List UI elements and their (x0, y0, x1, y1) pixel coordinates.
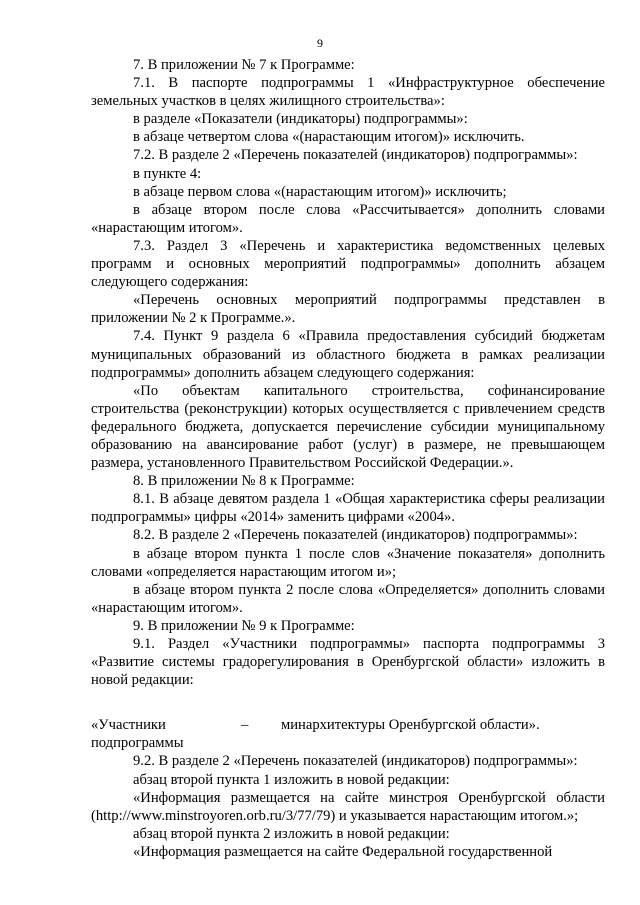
paragraph: в абзаце втором после слова «Рассчитывается» дополнить словами «нарастающим итогом». (91, 201, 605, 236)
paragraph: 7.4. Пункт 9 раздела 6 «Правила предоставления субсидий бюджетам муниципальных образований из областного бюджета в рамках реализации подпрограммы» дополнить абзацем следующего содержания: (91, 328, 605, 381)
paragraph: 7.1. В паспорте подпрограммы 1 «Инфраструктурное обеспечение земельных участков в целях жилищного строительства»: (91, 75, 605, 110)
participants-value: минархитектуры Оренбургской области». (281, 717, 540, 734)
paragraph: 7. В приложении № 7 к Программе: (133, 57, 355, 73)
participants-label: «Участники подпрограммы (91, 717, 184, 752)
paragraph: в абзаце первом слова «(нарастающим итогом)» исключить; (133, 183, 507, 200)
paragraph: 8. В приложении № 8 к Программе: (133, 473, 355, 490)
document-body (91, 56, 605, 861)
paragraph: «Информация размещается на сайте минстроя Оренбургской области (http://www.minstroyoren.orb.ru/3/77/79) и указывается нарастающим итогом.»; (91, 789, 605, 824)
paragraph: в абзаце втором пункта 1 после слов «Значение показателя» дополнить словами «определяется нарастающим итогом и»; (91, 545, 605, 580)
paragraph: в абзаце втором пункта 2 после слова «Определяется» дополнить словами «нарастающим итогом». (91, 581, 605, 616)
paragraph: в пункте 4: (133, 165, 202, 182)
paragraph: «Информация размещается на сайте Федеральной государственной (133, 843, 553, 860)
table-dash: – (241, 717, 249, 734)
page-number: 9 (317, 36, 323, 50)
paragraph: 9. В приложении № 9 к Программе: (133, 617, 355, 634)
spacer (91, 689, 605, 716)
paragraph: абзац второй пункта 2 изложить в новой редакции: (133, 825, 450, 842)
paragraph: абзац второй пункта 1 изложить в новой редакции: (133, 771, 450, 788)
paragraph: в разделе «Показатели (индикаторы) подпрограммы»: (133, 111, 468, 128)
paragraph: 7.2. В разделе 2 «Перечень показателей (индикаторов) подпрограммы»: (133, 147, 578, 164)
paragraph: «Перечень основных мероприятий подпрограммы представлен в приложении № 2 к Программе.». (91, 292, 605, 327)
participants-table-row (91, 716, 605, 752)
paragraph: 9.2. В разделе 2 «Перечень показателей (индикаторов) подпрограммы»: (133, 753, 578, 770)
paragraph: 7.3. Раздел 3 «Перечень и характеристика ведомственных целевых программ и основных мероприятий подпрограммы» дополнить абзацем следующего содержания: (91, 237, 605, 291)
paragraph: в абзаце четвертом слова «(нарастающим итогом)» исключить. (133, 129, 525, 146)
paragraph: «По объектам капитального строительства, софинансирование строительства (реконструкции) которых осуществляется с привлечением средств федерального бюджета, допускается перечисление субсидии муниципальному образованию на авансирование работ (услуг) в размере, не превышающем размера, установленного Правительством Российской Федерации.». (91, 382, 605, 472)
paragraph: 8.2. В разделе 2 «Перечень показателей (индикаторов) подпрограммы»: (133, 527, 578, 544)
paragraph: 8.1. В абзаце девятом раздела 1 «Общая характеристика сферы реализации подпрограммы» цифры «2014» заменить цифрами «2004». (91, 491, 605, 526)
paragraph: 9.1. Раздел «Участники подпрограммы» паспорта подпрограммы 3 «Развитие системы градорегулирования в Оренбургской области» изложить в новой редакции: (91, 636, 605, 689)
